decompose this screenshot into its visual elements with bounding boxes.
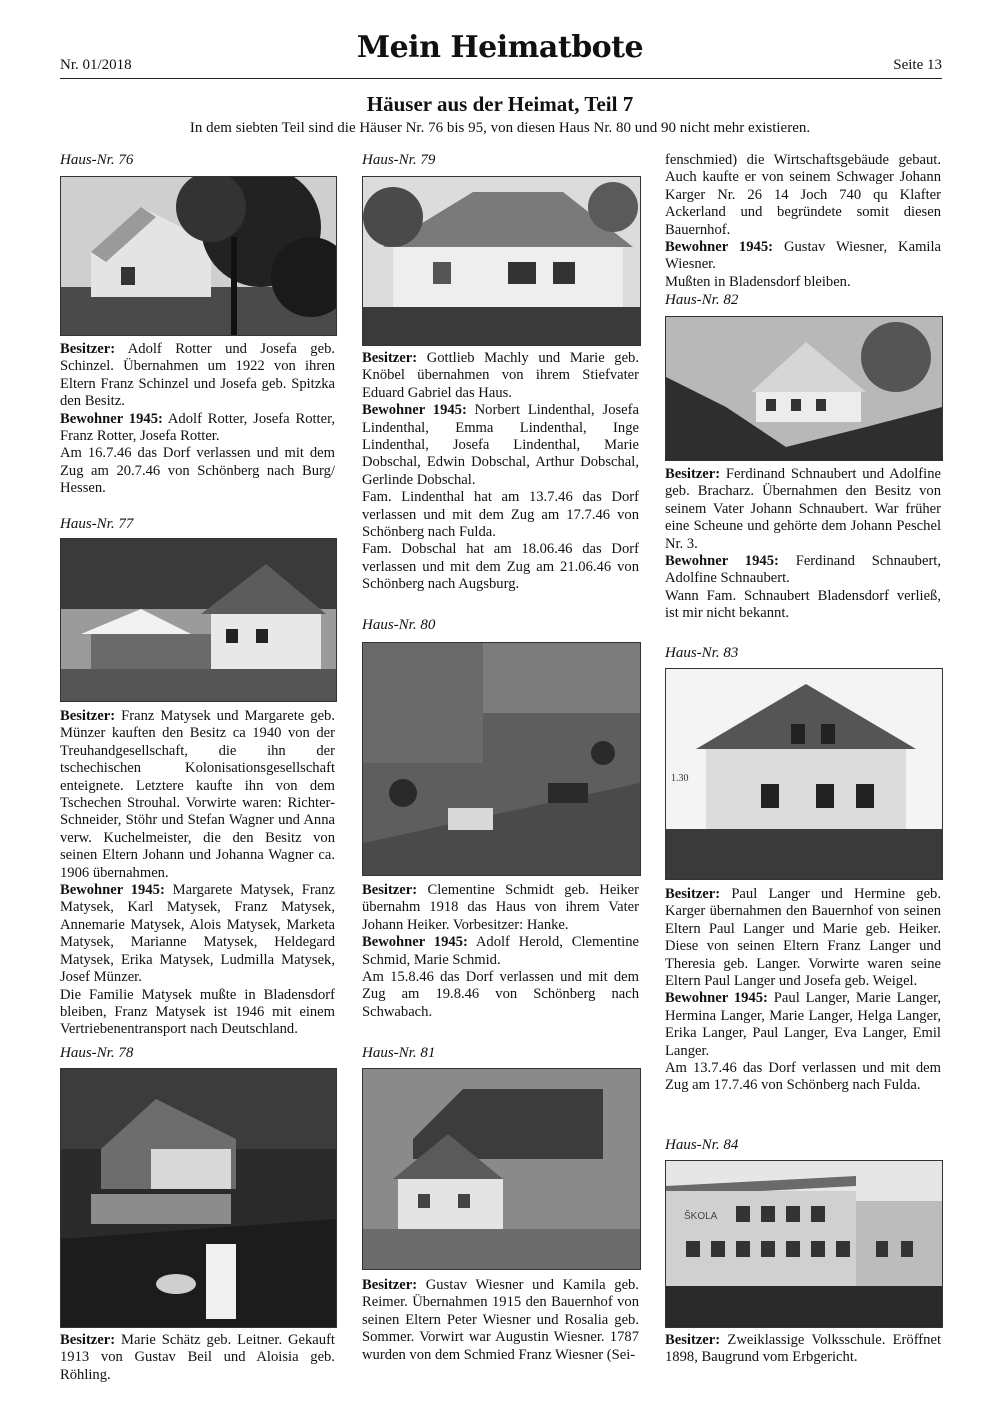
residents-label: Bewohner 1945: (665, 239, 773, 256)
note-house-80: Am 15.8.46 das Dorf verlassen und mit dem Zug am 19.8.46 von Schönberg nach Schwabach. (362, 969, 639, 1020)
photo-house-77 (60, 538, 337, 702)
photo-house-81 (362, 1068, 641, 1270)
owner-label: Besitzer: (60, 341, 116, 357)
text-house-83 (665, 886, 941, 1095)
residents-house-81: Gustav Wiesner, Kamila Wiesner. (665, 239, 942, 273)
owner-label: Besitzer: (665, 466, 721, 482)
residents-label: Bewohner 1945: (665, 553, 779, 570)
residents-house-79: Norbert Lindenthal, Josefa Lindenthal, Emma Lindenthal, Inge Lindenthal, Josefa Lindenthal, Marie Dobschal, Edwin Dobschal, Arthur Dobschal, Gerlinde Dobschal. (362, 402, 639, 488)
note-house-77: Die Familie Matysek mußte in Bladensdorf bleiben, Franz Matysek ist 1946 mit einem Vertriebenentransport nach Deutschland. (60, 986, 335, 1038)
note-house-83: Am 13.7.46 das Dorf verlassen und mit dem Zug am 17.7.46 von Schönberg nach Fulda. (665, 1060, 941, 1094)
caption-house-82: Haus-Nr. 82 (665, 292, 739, 308)
owner-label: Besitzer: (665, 1332, 721, 1348)
owner-label: Besitzer: (362, 350, 418, 366)
masthead-logo: Mein Heimatbote (356, 30, 644, 65)
residents-house-80: Adolf Herold, Clementine Schmid, Marie Schmid. (362, 934, 639, 968)
text-house-81-continued (665, 152, 941, 291)
article-title: Häuser aus der Heimat, Teil 7 (366, 92, 634, 116)
residents-label: Bewohner 1945: (60, 410, 163, 427)
residents-label: Bewohner 1945: (362, 934, 468, 951)
residents-house-77: Margarete Matysek, Franz Matysek, Karl Matysek, Franz Matysek, Annemarie Matysek, Alois Matysek, Marketa Matysek, Marianne Matysek, Heldegard Matysek, Erika Matysek, Ludmilla Matysek, Josef Münzer. (60, 882, 336, 986)
caption-house-79: Haus-Nr. 79 (362, 152, 436, 168)
text-house-84 (665, 1332, 941, 1367)
article-intro: In dem siebten Teil sind die Häuser Nr. 76 bis 95, von diesen Haus Nr. 80 und 90 nicht mehr existieren. (189, 120, 811, 136)
owner-house-79: Gottlieb Machly und Marie geb. Knöbel übernahmen von ihrem Stiefvater Eduard Gabriel das Haus. (362, 350, 639, 401)
owner-house-77: Franz Matysek und Margarete geb. Münzer kauften den Besitz ca 1940 von der Treuhandgesellschaft, die ihn der tschechischen Kolonisationsgesellschaft enteignete. Letztere kaufte ihn von dem Tschechen Strouhal. Vorwirte waren: Richter-Schneider, Stöhr und Stefan Wagner und Anna verw. Kuchelmeister, die den Besitz von seinen Eltern Johann und Johanna Wagner ca. 1906 übernahmen. (60, 708, 335, 881)
caption-house-81: Haus-Nr. 81 (362, 1045, 436, 1061)
note-house-81: Mußten in Bladensdorf bleiben. (665, 273, 851, 290)
header-rule (60, 78, 942, 79)
text-house-79 (362, 350, 639, 594)
page-number: Seite 13 (893, 57, 942, 73)
text-house-78 (60, 1332, 335, 1384)
text-house-82 (665, 466, 941, 623)
school-sign: ŠKOLA (684, 1211, 718, 1222)
photo-house-82 (665, 316, 943, 461)
residents-label: Bewohner 1945: (665, 990, 768, 1007)
caption-house-83: Haus-Nr. 83 (665, 645, 739, 661)
issue-number: Nr. 01/2018 (60, 57, 132, 73)
continued-house-81: fenschmied) die Wirtschaftsgebäude gebaut. Auch kaufte er von seinem Schwager Johann Karger Nr. 26 14 Joch 740 qu Klafter Ackerland und begründete somit diesen Bauernhof. (665, 152, 941, 238)
residents-house-76: Adolf Rotter, Josefa Rotter, Franz Rotter, Josefa Rotter. (60, 410, 335, 445)
text-house-81 (362, 1277, 639, 1364)
owner-house-82: Ferdinand Schnaubert und Adolfine geb. Bracharz. Übernahmen den Besitz von seinem Vater Johann Schnaubert. War früher eine Scheune und gehörte dem Johann Peschel Nr. 3. (665, 466, 941, 552)
note-house-82: Wann Fam. Schnaubert Bladensdorf verließ, ist mir nicht bekannt. (665, 587, 941, 622)
text-house-76 (60, 341, 335, 498)
note-house-76: Am 16.7.46 das Dorf verlassen und mit dem Zug am 20.7.46 von Schönberg nach Burg/ Hessen. (60, 445, 335, 497)
residents-label: Bewohner 1945: (362, 402, 467, 419)
caption-house-76: Haus-Nr. 76 (60, 152, 134, 168)
owner-label: Besitzer: (665, 886, 721, 902)
caption-house-78: Haus-Nr. 78 (60, 1045, 134, 1061)
owner-house-78: Marie Schätz geb. Leitner. Gekauft 1913 von Gustav Beil und Aloisia geb. Röhling. (60, 1332, 335, 1383)
owner-label: Besitzer: (362, 882, 418, 898)
owner-label: Besitzer: (362, 1277, 418, 1293)
photo-house-80 (362, 642, 641, 876)
caption-house-77: Haus-Nr. 77 (60, 516, 134, 532)
photo-house-76 (60, 176, 337, 336)
owner-house-84: Zweiklassige Volksschule. Eröffnet 1898, Baugrund vom Erbgericht. (665, 1332, 941, 1366)
owner-house-83: Paul Langer und Hermine geb. Karger übernahmen den Bauernhof von seinen Eltern Paul Langer und Marie geb. Heiker. Diese von seinen Eltern Franz Langer und Theresia geb. Langer. Vorwirte waren seine Eltern Paul Langer und Josefa geb. Weigel. (665, 886, 942, 990)
text-house-80 (362, 882, 639, 1021)
owner-house-76: Adolf Rotter und Josefa geb. Schinzel. Übernahmen um 1922 von ihren Eltern Franz Schinzel und Josefa geb. Spitzka den Besitz. (60, 341, 336, 410)
photo-house-78 (60, 1068, 337, 1328)
owner-label: Besitzer: (60, 1332, 116, 1348)
photo-house-79 (362, 176, 641, 346)
caption-house-80: Haus-Nr. 80 (362, 617, 436, 633)
text-house-77 (60, 708, 335, 1039)
residents-house-83: Paul Langer, Marie Langer, Hermina Langer, Marie Langer, Helga Langer, Erika Langer, Paul Langer, Eva Langer, Emil Langer. (665, 990, 942, 1059)
photo-house-84 (665, 1160, 943, 1328)
photo83-mark: 1.30 (671, 773, 689, 784)
residents-house-82: Ferdinand Schnaubert, Adolfine Schnaubert. (665, 553, 942, 587)
owner-house-81: Gustav Wiesner und Kamila geb. Reimer. Übernahmen 1915 den Bauernhof von seinen Eltern Peter Wiesner und Rosalia geb. Sommer. Vorwirt war Augustin Wiesner. 1787 wurden von dem Schmied Franz Wiesner (Sei- (362, 1277, 639, 1363)
photo-house-83 (665, 668, 943, 880)
caption-house-84: Haus-Nr. 84 (665, 1137, 739, 1153)
owner-label: Besitzer: (60, 708, 116, 724)
note2-house-79: Fam. Dobschal hat am 18.06.46 das Dorf verlassen und mit dem Zug am 21.06.46 von Schönberg nach Augsburg. (362, 541, 639, 593)
residents-label: Bewohner 1945: (60, 882, 165, 899)
owner-house-80: Clementine Schmidt geb. Heiker übernahm 1918 das Haus von ihrem Vater Johann Heiker. Vorbesitzer: Hanke. (362, 882, 639, 933)
note-house-79: Fam. Lindenthal hat am 13.7.46 das Dorf verlassen und mit dem Zug am 17.7.46 von Schönberg nach Fulda. (362, 489, 639, 541)
